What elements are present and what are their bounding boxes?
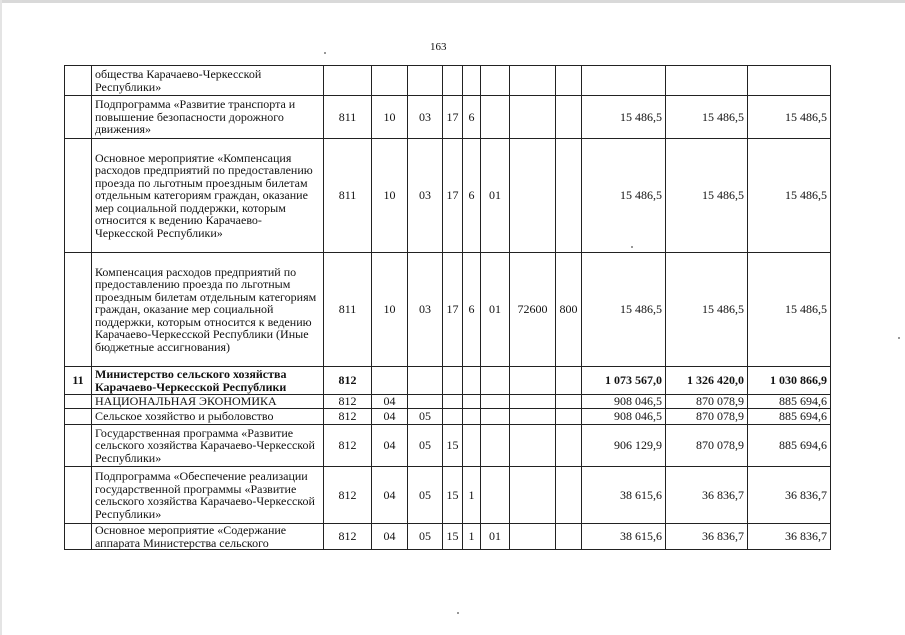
- cell-target-activity: 01: [481, 524, 510, 550]
- table-row: [65, 367, 831, 395]
- cell-target-activity: 01: [481, 139, 510, 253]
- cell-name: Основное мероприятие «Содержание аппарата Министерства сельского: [92, 524, 324, 550]
- cell-section-code: [372, 66, 408, 96]
- page-number: 163: [430, 41, 447, 53]
- cell-expense-type: [556, 409, 582, 425]
- cell-sum-year-2: 15 486,5: [666, 253, 748, 367]
- cell-target-direction: [510, 96, 556, 139]
- cell-name: Государственная программа «Развитие сельского хозяйства Карачаево-Черкесской Республики»: [92, 425, 324, 467]
- cell-sum-year-1: 906 129,9: [582, 425, 666, 467]
- cell-ministry-code: 812: [324, 395, 372, 409]
- cell-expense-type: [556, 139, 582, 253]
- cell-target-subprogram: 1: [463, 524, 481, 550]
- scan-edge-left: [0, 0, 2, 635]
- cell-target-direction: [510, 66, 556, 96]
- scan-speck: [898, 337, 900, 339]
- cell-sum-year-2: 36 836,7: [666, 524, 748, 550]
- cell-expense-type: [556, 467, 582, 524]
- cell-row-number: [65, 395, 92, 409]
- cell-sum-year-1: 15 486,5: [582, 96, 666, 139]
- cell-expense-type: [556, 395, 582, 409]
- cell-subsection-code: 03: [408, 96, 443, 139]
- cell-target-direction: [510, 524, 556, 550]
- cell-row-number: [65, 409, 92, 425]
- cell-target-program: 17: [443, 253, 463, 367]
- cell-sum-year-2: 15 486,5: [666, 96, 748, 139]
- cell-ministry-code: 812: [324, 524, 372, 550]
- cell-target-activity: [481, 467, 510, 524]
- cell-target-program: 17: [443, 139, 463, 253]
- cell-target-direction: 72600: [510, 253, 556, 367]
- cell-target-subprogram: [463, 66, 481, 96]
- cell-target-program: [443, 409, 463, 425]
- cell-expense-type: 800: [556, 253, 582, 367]
- cell-target-activity: [481, 96, 510, 139]
- cell-sum-year-3: [748, 66, 831, 96]
- cell-sum-year-1: 908 046,5: [582, 395, 666, 409]
- table-row: [65, 425, 831, 467]
- scan-speck: [457, 612, 459, 614]
- table-row: [65, 96, 831, 139]
- cell-target-subprogram: 6: [463, 253, 481, 367]
- cell-row-number: [65, 524, 92, 550]
- table-row: [65, 395, 831, 409]
- cell-subsection-code: 05: [408, 467, 443, 524]
- cell-target-program: [443, 66, 463, 96]
- cell-target-subprogram: 6: [463, 96, 481, 139]
- cell-section-code: 04: [372, 395, 408, 409]
- cell-expense-type: [556, 66, 582, 96]
- cell-row-number: [65, 253, 92, 367]
- cell-ministry-code: 811: [324, 253, 372, 367]
- cell-sum-year-2: 870 078,9: [666, 409, 748, 425]
- cell-subsection-code: [408, 367, 443, 395]
- cell-subsection-code: 05: [408, 524, 443, 550]
- budget-table: [64, 65, 831, 550]
- cell-section-code: 04: [372, 425, 408, 467]
- cell-expense-type: [556, 367, 582, 395]
- cell-section-code: 04: [372, 467, 408, 524]
- cell-sum-year-1: 15 486,5: [582, 139, 666, 253]
- cell-expense-type: [556, 425, 582, 467]
- cell-target-activity: [481, 367, 510, 395]
- cell-sum-year-3: 885 694,6: [748, 425, 831, 467]
- cell-name: Министерство сельского хозяйства Карачаево-Черкесской Республики: [92, 367, 324, 395]
- cell-target-activity: [481, 66, 510, 96]
- table-row: [65, 66, 831, 96]
- cell-row-number: [65, 96, 92, 139]
- cell-name: Сельское хозяйство и рыболовство: [92, 409, 324, 425]
- cell-expense-type: [556, 524, 582, 550]
- cell-sum-year-1: 38 615,6: [582, 467, 666, 524]
- cell-target-activity: [481, 425, 510, 467]
- cell-row-number: [65, 467, 92, 524]
- scan-speck: [324, 52, 326, 54]
- cell-subsection-code: 03: [408, 253, 443, 367]
- cell-sum-year-2: 36 836,7: [666, 467, 748, 524]
- cell-target-program: [443, 395, 463, 409]
- cell-row-number: [65, 139, 92, 253]
- cell-target-activity: [481, 395, 510, 409]
- cell-sum-year-1: 908 046,5: [582, 409, 666, 425]
- cell-sum-year-2: [666, 66, 748, 96]
- cell-sum-year-2: 870 078,9: [666, 395, 748, 409]
- cell-target-activity: 01: [481, 253, 510, 367]
- cell-row-number: [65, 425, 92, 467]
- table-row: [65, 253, 831, 367]
- table-row: [65, 139, 831, 253]
- cell-subsection-code: 05: [408, 425, 443, 467]
- cell-target-program: 15: [443, 425, 463, 467]
- cell-sum-year-2: 15 486,5: [666, 139, 748, 253]
- cell-sum-year-1: [582, 66, 666, 96]
- cell-sum-year-3: 885 694,6: [748, 395, 831, 409]
- cell-subsection-code: 05: [408, 409, 443, 425]
- cell-target-subprogram: [463, 425, 481, 467]
- cell-target-direction: [510, 395, 556, 409]
- cell-section-code: 10: [372, 139, 408, 253]
- cell-target-subprogram: [463, 409, 481, 425]
- cell-target-direction: [510, 409, 556, 425]
- cell-target-subprogram: 1: [463, 467, 481, 524]
- cell-name: Компенсация расходов предприятий по предоставлению проезда по льготным проездным билетам отдельным категориям граждан, оказание мер социальной поддержки, которым относится к ведению Карачаево-Черкесской Республики (Иные бюджетные ассигнования): [92, 253, 324, 367]
- cell-target-program: [443, 367, 463, 395]
- cell-name: общества Карачаево-Черкесской Республики»: [92, 66, 324, 96]
- cell-section-code: 10: [372, 96, 408, 139]
- cell-section-code: [372, 367, 408, 395]
- cell-sum-year-1: 15 486,5: [582, 253, 666, 367]
- cell-ministry-code: 811: [324, 139, 372, 253]
- cell-target-program: 17: [443, 96, 463, 139]
- cell-sum-year-3: 15 486,5: [748, 96, 831, 139]
- cell-ministry-code: 812: [324, 425, 372, 467]
- cell-name: Подпрограмма «Развитие транспорта и повышение безопасности дорожного движения»: [92, 96, 324, 139]
- cell-sum-year-3: 15 486,5: [748, 253, 831, 367]
- cell-target-direction: [510, 425, 556, 467]
- cell-ministry-code: 811: [324, 96, 372, 139]
- cell-sum-year-3: 36 836,7: [748, 467, 831, 524]
- cell-section-code: 04: [372, 524, 408, 550]
- cell-target-direction: [510, 367, 556, 395]
- cell-target-subprogram: 6: [463, 139, 481, 253]
- table-row: [65, 467, 831, 524]
- cell-ministry-code: [324, 66, 372, 96]
- cell-sum-year-1: 38 615,6: [582, 524, 666, 550]
- cell-ministry-code: 812: [324, 467, 372, 524]
- cell-sum-year-2: 1 326 420,0: [666, 367, 748, 395]
- cell-sum-year-3: 1 030 866,9: [748, 367, 831, 395]
- cell-sum-year-3: 36 836,7: [748, 524, 831, 550]
- cell-section-code: 10: [372, 253, 408, 367]
- cell-subsection-code: 03: [408, 139, 443, 253]
- cell-name: НАЦИОНАЛЬНАЯ ЭКОНОМИКА: [92, 395, 324, 409]
- cell-target-activity: [481, 409, 510, 425]
- cell-row-number: [65, 66, 92, 96]
- cell-subsection-code: [408, 395, 443, 409]
- table-row: [65, 409, 831, 425]
- cell-ministry-code: 812: [324, 409, 372, 425]
- cell-sum-year-3: 885 694,6: [748, 409, 831, 425]
- table-row: [65, 524, 831, 550]
- cell-sum-year-2: 870 078,9: [666, 425, 748, 467]
- cell-target-subprogram: [463, 367, 481, 395]
- cell-section-code: 04: [372, 409, 408, 425]
- cell-name: Подпрограмма «Обеспечение реализации государственной программы «Развитие сельского хозяйства Карачаево-Черкесской Республики»: [92, 467, 324, 524]
- cell-target-direction: [510, 139, 556, 253]
- cell-target-subprogram: [463, 395, 481, 409]
- cell-subsection-code: [408, 66, 443, 96]
- cell-ministry-code: 812: [324, 367, 372, 395]
- cell-name: Основное мероприятие «Компенсация расходов предприятий по предоставлению проезда по льготным проездным билетам отдельным категориям граждан, оказание мер социальной поддержки, которым относится к ведению Карачаево-Черкесской Республики»: [92, 139, 324, 253]
- cell-target-program: 15: [443, 467, 463, 524]
- cell-target-program: 15: [443, 524, 463, 550]
- cell-target-direction: [510, 467, 556, 524]
- cell-sum-year-3: 15 486,5: [748, 139, 831, 253]
- cell-expense-type: [556, 96, 582, 139]
- cell-row-number: 11: [65, 367, 92, 395]
- cell-sum-year-1: 1 073 567,0: [582, 367, 666, 395]
- scan-edge-top: [0, 0, 905, 3]
